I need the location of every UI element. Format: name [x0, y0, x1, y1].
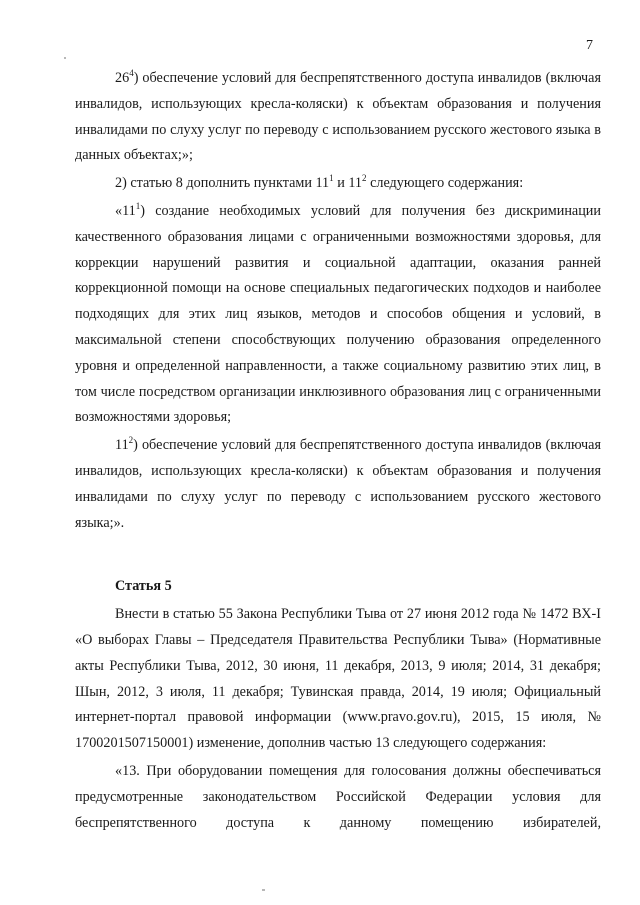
item-superscript: 4: [129, 68, 134, 78]
article-paragraph-2: «13. При оборудовании помещения для голосования должны обеспечиваться предусмотренные законодательством Российской Федерации условия для беспрепятственного доступа к данному помещению избирателей,: [75, 762, 601, 831]
paragraph-article-8-amendment: [75, 171, 601, 197]
amendment-text-a: 2) статью 8 дополнить пунктами 11: [115, 175, 330, 192]
scan-speck: [262, 889, 265, 891]
paragraph-item-11-2: [75, 433, 601, 536]
document-body: [75, 66, 601, 836]
scan-speck: [64, 57, 66, 59]
item-text: ) обеспечение условий для беспрепятственного доступа инвалидов (включая инвалидов, использующих кресла-коляски) к объектам образования и получения инвалидами по слуху услуг по переводу с использованием русского жестового языка в данных объектах;»;: [75, 70, 601, 164]
paragraph-item-26-4: [75, 66, 601, 169]
item-superscript: 2: [128, 435, 134, 446]
item-superscript: 1: [135, 200, 141, 211]
paragraph-item-11-1: [75, 199, 601, 431]
amendment-superscript-1: 1: [329, 173, 334, 184]
item-text: ) создание необходимых условий для получения без дискриминации качественного образования лицами с ограниченными возможностями здоровья, для коррекции нарушений развития и социальной адаптации, оказания ранней коррекционной помощи на основе специальных педагогических подходов и наиболее подходящих для этих лиц языков, методов и способов общения и условий, в максимальной степени способствующих получению образования определенного уровня и определенной направленности, а также социальному развитию этих лиц, в том числе посредством организации инклюзивного образования лиц с ограниченными возможностями здоровья;: [75, 202, 601, 426]
amendment-text-c: следующего содержания:: [366, 175, 524, 192]
item-number: 26: [115, 70, 130, 86]
item-number: «11: [115, 202, 136, 219]
page-number: 7: [586, 38, 593, 53]
amendment-text-b: и 11: [333, 175, 363, 192]
item-text: ) обеспечение условий для беспрепятственного доступа инвалидов (включая инвалидов, использующих кресла-коляски) к объектам образования и получения инвалидами по слуху услуг по переводу с использованием русского жестового языка;».: [75, 437, 601, 531]
article-heading: Статья 5: [115, 578, 172, 595]
article-paragraph-1: Внести в статью 55 Закона Республики Тыва от 27 июня 2012 года № 1472 ВХ-I «О выборах Главы – Председателя Правительства Республики Тыва» (Нормативные акты Республики Тыва, 2012, 30 июня, 11 декабря, 2013, 9 июля; 2014, 31 декабря; Шын, 2012, 3 июля, 11 декабря; Тувинская правда, 2014, 19 июля; Официальный интернет-портал правовой информации (www.pravo.gov.ru), 2015, 15 июля, № 1700201507150001) изменение, дополнив частью 13 следующего содержания:: [75, 606, 601, 752]
amendment-superscript-2: 2: [362, 173, 367, 184]
item-number: 11: [115, 437, 129, 454]
